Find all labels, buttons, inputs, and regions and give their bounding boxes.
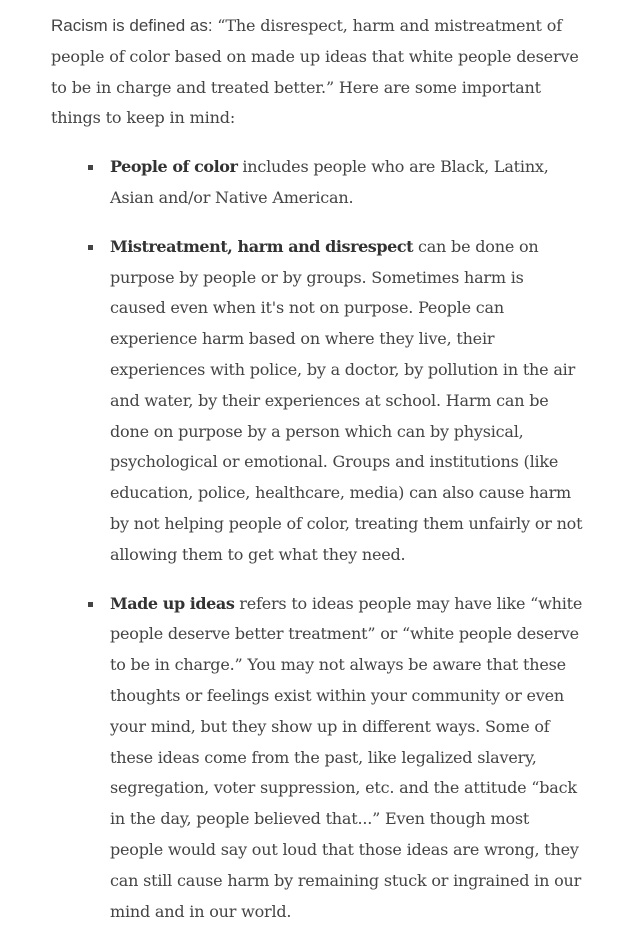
list-item-term: Mistreatment, harm and disrespect	[110, 236, 414, 256]
list-item-text: can be done on purpose by people or by groups. Sometimes harm is caused even when it's not on purpose. People can experience harm based on where they live, their experiences with police, by a doctor, by pollution in the air and water, by their experiences at school. Harm can be done on purpose by a person which can by physical, psychological or emotional. Groups and institutions (like education, police, healthcare, media) can also cause harm by not helping people of color, treating them unfairly or not allowing them to get what they need.	[110, 236, 583, 564]
definition-lead: Racism is defined as:	[51, 16, 218, 35]
list-item-mistreatment	[110, 232, 584, 571]
definition-text: “The disrespect, harm and mistreatment of people of color based on made up ideas that white people deserve to be in charge and treated better.” Here are some important things to keep in mind:	[51, 16, 579, 128]
racism-definition-paragraph	[51, 11, 584, 134]
square-bullet-icon	[88, 165, 93, 170]
list-item-term: People of color	[110, 157, 238, 177]
list-item-text: refers to ideas people may have like “white people deserve better treatment” or “white people deserve to be in charge.” You may not always be aware that these thoughts or feelings exist within your community or even your mind, but they show up in different ways. Some of these ideas come from the past, like legalized slavery, segregation, voter suppression, etc. and the attitude “back in the day, people believed that...” Even though most people would say out loud that those ideas are wrong, they can still cause harm by remaining stuck or ingrained in our mind and in our world.	[110, 593, 583, 921]
list-item-people-of-color	[110, 152, 584, 214]
square-bullet-icon	[88, 602, 93, 607]
list-item-term: Made up ideas	[110, 593, 235, 613]
list-item-text: includes people who are Black, Latinx, Asian and/or Native American.	[110, 157, 549, 207]
square-bullet-icon	[88, 245, 93, 250]
list-item-made-up-ideas	[110, 589, 584, 928]
key-points-list	[51, 152, 584, 927]
